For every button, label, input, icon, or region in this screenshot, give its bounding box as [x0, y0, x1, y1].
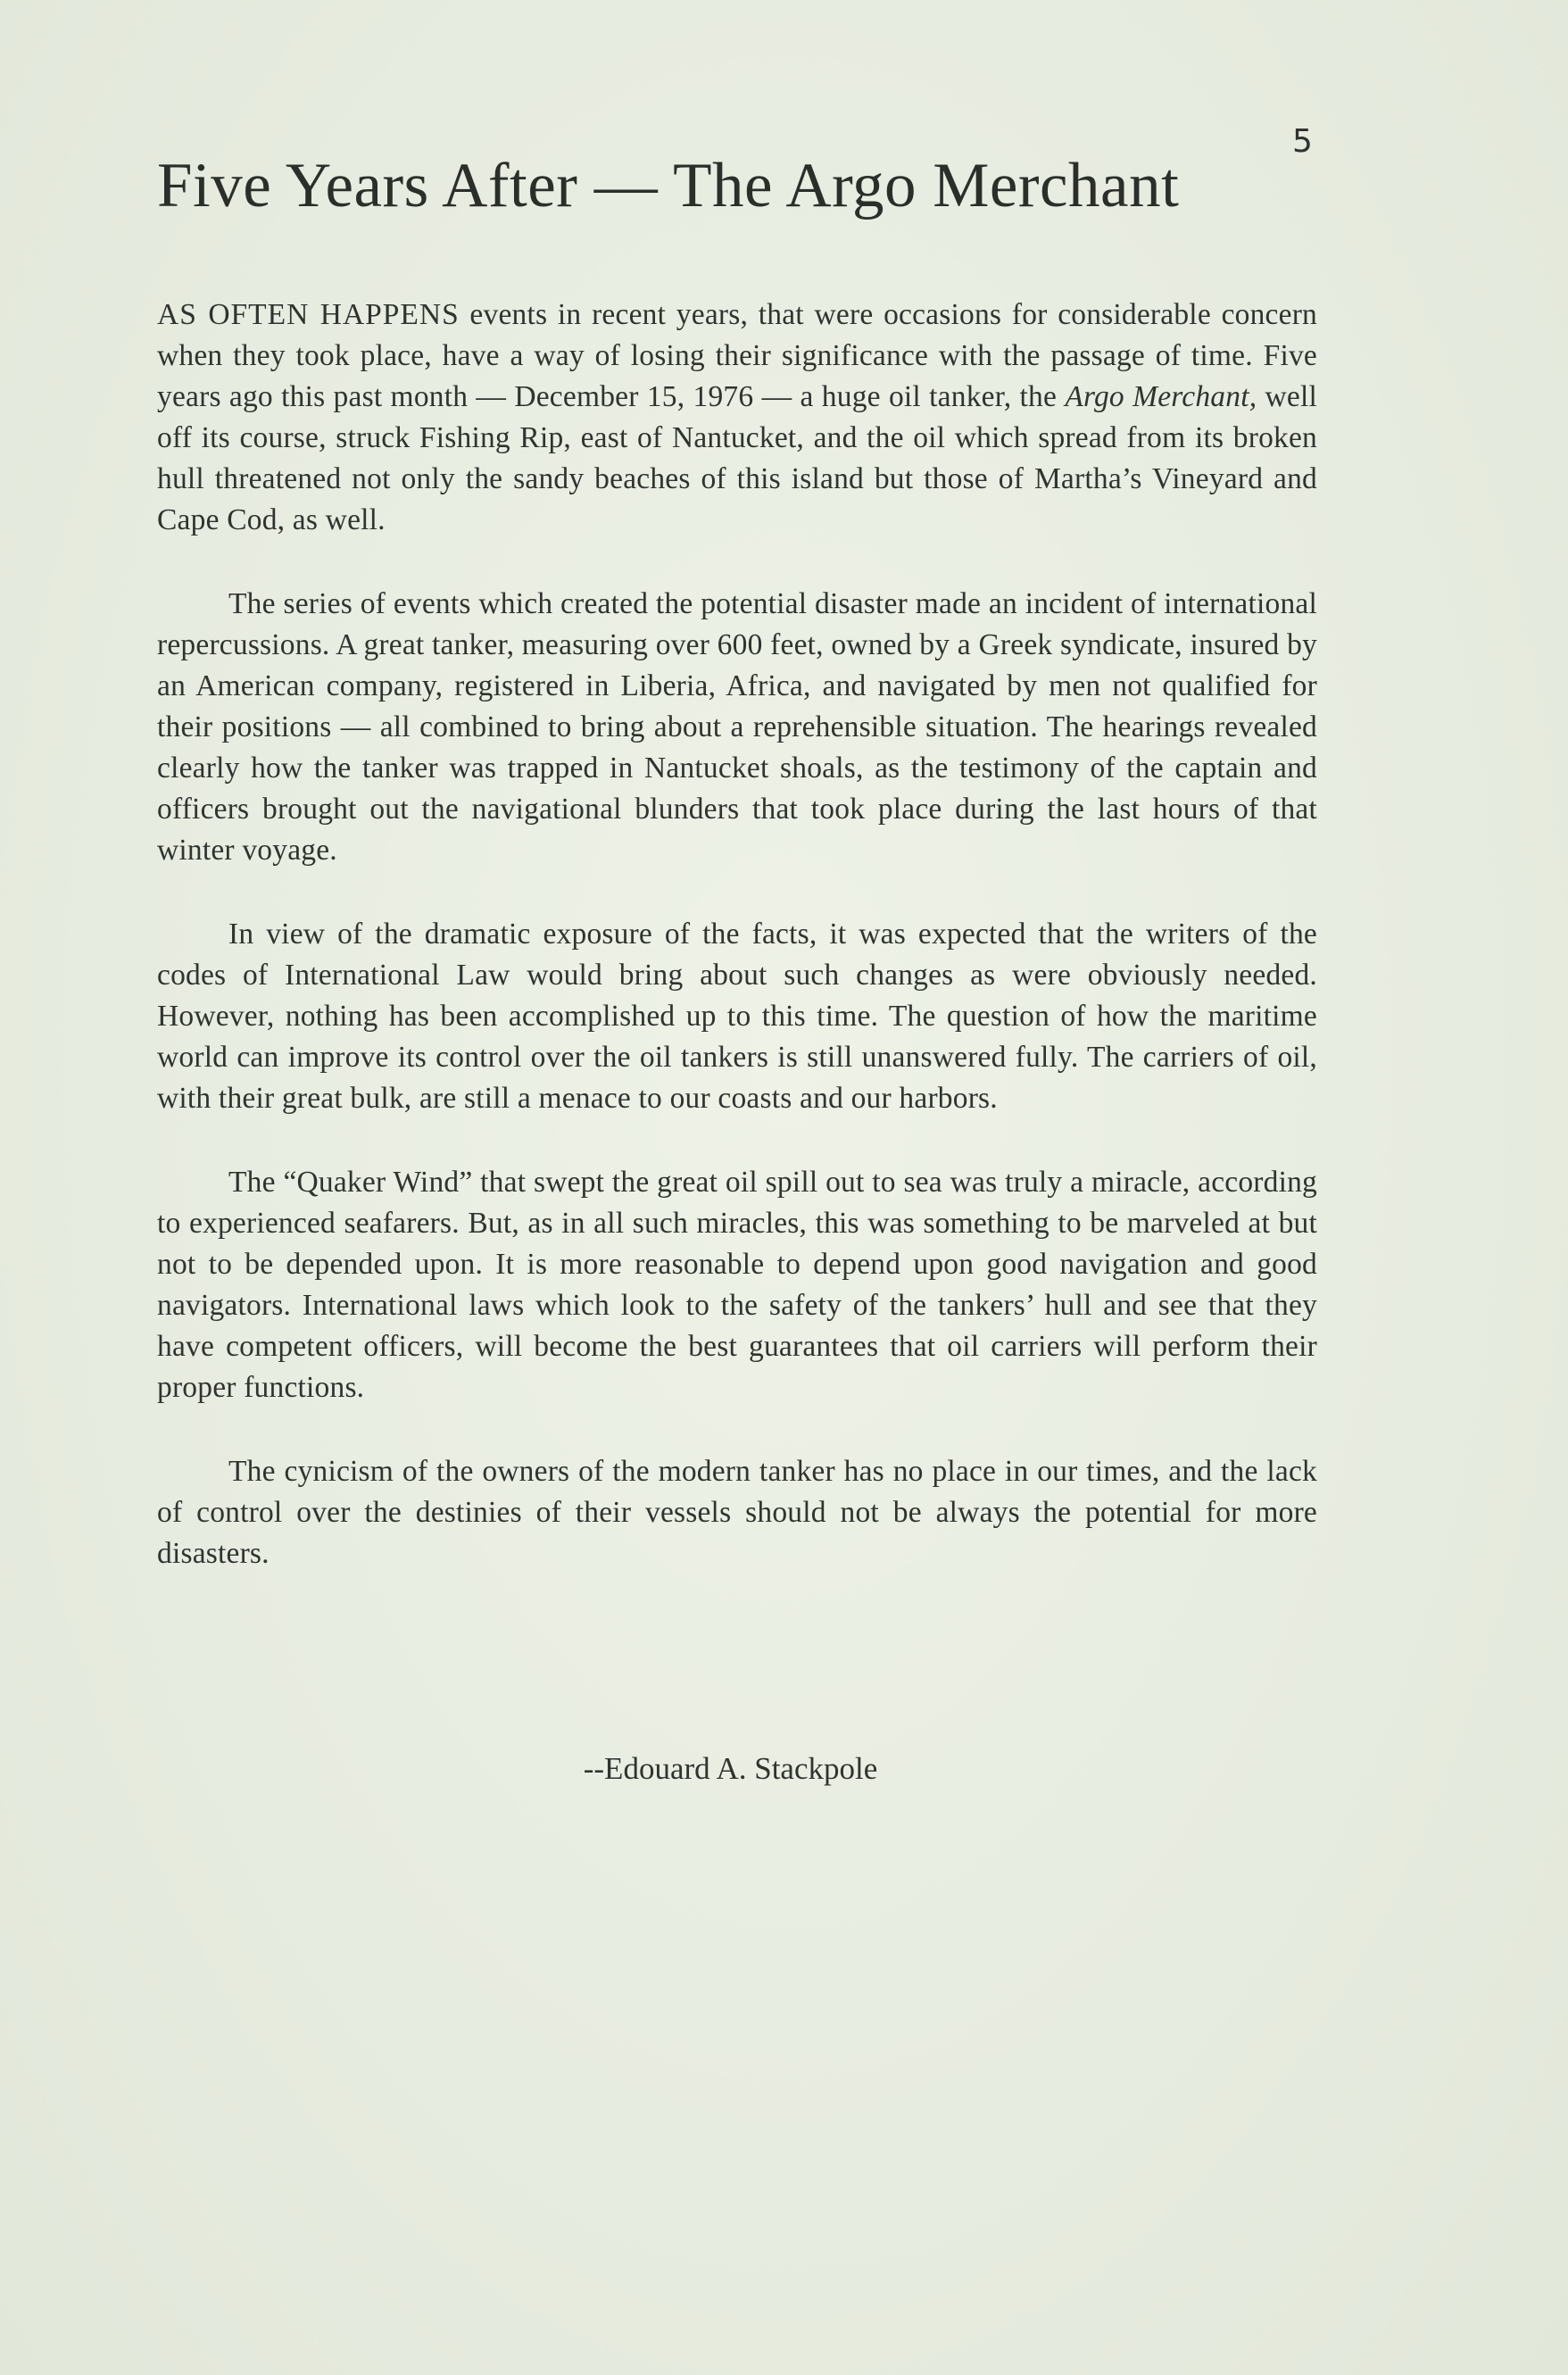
- article-body: [157, 295, 1317, 1617]
- paragraph-1: [157, 295, 1317, 541]
- paragraph-4: The “Quaker Wind” that swept the great oil spill out to sea was truly a miracle, according to experienced seafarers. But, as in all such miracles, this was something to be marveled at but not to be depended upon. It is more reasonable to depend upon good navigation and good navigators. International laws which look to the safety of the tankers’ hull and see that they have competent officers, will become the best guarantees that oil carriers will perform their proper functions.: [157, 1166, 1317, 1404]
- lead-in-text: AS OFTEN HAPPENS: [157, 298, 460, 331]
- page-number: 5: [1292, 123, 1313, 160]
- ship-name: Argo Merchant,: [1065, 380, 1257, 413]
- paragraph-5: The cynicism of the owners of the modern tanker has no place in our times, and the lack of control over the destinies of their vessels should not be always the potential for more disasters.: [157, 1455, 1317, 1570]
- signature-line: [0, 1751, 1568, 1787]
- paragraph-1-text-a: events in recent years, that were occasions for considerable concern when they took place, have a way of losing their significance with the passage of time. Five years ago this past month — December 15, 1976 — a huge oil tanker, the: [157, 298, 1317, 413]
- article-title: Five Years After — The Argo Merchant: [157, 151, 1180, 220]
- paragraph-2: The series of events which created the potential disaster made an incident of international repercussions. A great tanker, measuring over 600 feet, owned by a Greek syndicate, insured by an American company, registered in Liberia, Africa, and navigated by men not qualified for their positions — all combined to bring about a reprehensible situation. The hearings revealed clearly how the tanker was trapped in Nantucket shoals, as the testimony of the captain and officers brought out the navigational blunders that took place during the last hours of that winter voyage.: [157, 587, 1317, 867]
- paragraph-3: In view of the dramatic exposure of the facts, it was expected that the writers of the codes of International Law would bring about such changes as were obviously needed. However, nothing has been accomplished up to this time. The question of how the maritime world can improve its control over the oil tankers is still unanswered fully. The carriers of oil, with their great bulk, are still a menace to our coasts and our harbors.: [157, 918, 1317, 1115]
- author-signature: --Edouard A. Stackpole: [583, 1751, 878, 1786]
- paragraph-1-text-b: well off its course, struck Fishing Rip, east of Nantucket, and the oil which spread from its broken hull threatened not only the sandy beaches of this island but those of Martha’s Vineyard and Cape Cod, as well.: [157, 380, 1317, 536]
